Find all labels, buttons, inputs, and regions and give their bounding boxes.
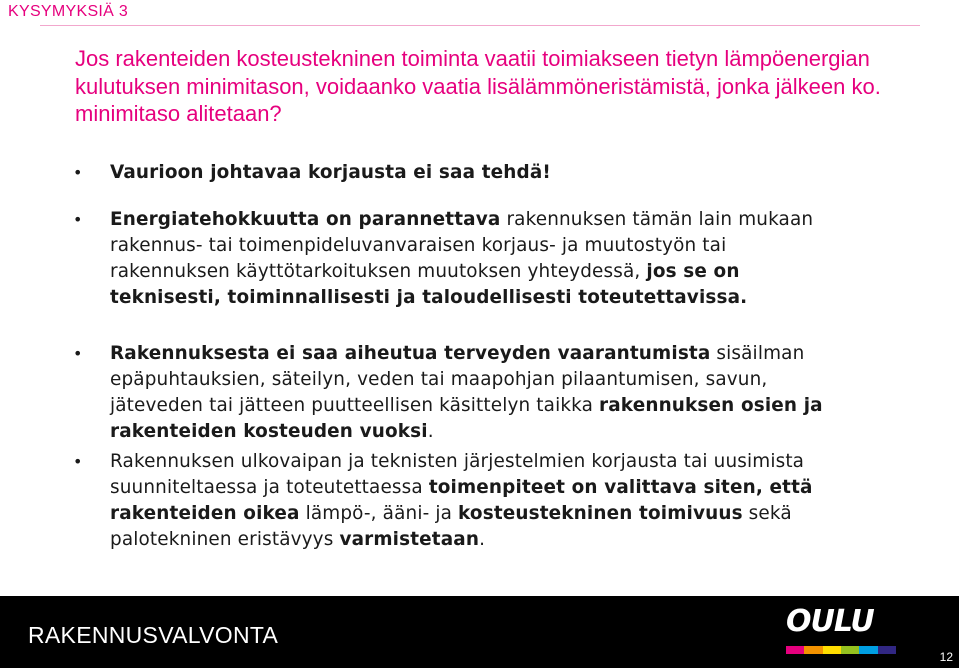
logo-stripe-1 bbox=[786, 646, 804, 654]
bullet-item-1 bbox=[73, 160, 845, 186]
logo-text: OULU bbox=[786, 604, 874, 639]
bullet-3-bold-end: rakennuksen osien ja rakenteiden kosteuden vuoksi bbox=[110, 395, 823, 442]
oulu-logo bbox=[786, 604, 896, 660]
header-divider bbox=[40, 25, 920, 26]
bullet-2-text: rakennuksen tämän lain mukaan rakennus- tai toimenpideluvanvaraisen korjaus- ja muutostyön tai rakennuksen käyttötarkoituksen muutoksen yhteydessä, bbox=[110, 209, 814, 282]
bullet-4-bold-c: varmistetaan bbox=[339, 529, 480, 550]
logo-color-bar bbox=[786, 646, 896, 654]
bullet-3-period: . bbox=[427, 421, 434, 442]
bullet-4-text-c: sekä palotekninen eristävyys bbox=[110, 503, 792, 550]
bullet-4-period: . bbox=[479, 529, 486, 550]
logo-stripe-2 bbox=[804, 646, 822, 654]
bullet-2-bold-end: jos se on teknisesti, toiminnallisesti ja taloudellisesti toteutettavissa. bbox=[110, 261, 748, 308]
footer-title: RAKENNUSVALVONTA bbox=[28, 622, 279, 648]
logo-stripe-4 bbox=[841, 646, 859, 654]
section-label: KYSYMYKSIÄ 3 bbox=[8, 3, 129, 20]
logo-stripe-6 bbox=[878, 646, 896, 654]
bullet-3-text: sisäilman epäpuhtauksien, säteilyn, veden tai maapohjan pilaantumisen, savun, jäteveden tai jätteen puutteellisen käsittelyn taikka bbox=[110, 343, 805, 416]
bullet-1-bold: Vaurioon johtavaa korjausta ei saa tehdä! bbox=[110, 162, 551, 183]
footer-bar bbox=[0, 596, 959, 668]
bullet-2-bold-lead: Energiatehokkuutta on parannettava bbox=[110, 209, 501, 230]
bullet-4-text-a: Rakennuksen ulkovaipan ja teknisten järjestelmien korjausta tai uusimista suunniteltaessa ja toteutettaessa bbox=[110, 451, 805, 498]
page-number: 12 bbox=[939, 650, 953, 664]
bullet-item-2 bbox=[73, 207, 845, 311]
bullet-3-bold-lead: Rakennuksesta ei saa aiheutua terveyden vaarantumista bbox=[110, 343, 711, 364]
bullet-item-3 bbox=[73, 341, 845, 445]
bullet-item-4 bbox=[73, 449, 845, 553]
logo-stripe-3 bbox=[823, 646, 841, 654]
bullet-4-bold-b: kosteustekninen toimivuus bbox=[458, 503, 743, 524]
bullet-dot: • bbox=[73, 344, 83, 363]
bullet-4-bold-a: toimenpiteet on valittava siten, että rakenteiden oikea bbox=[110, 477, 813, 524]
bullet-dot: • bbox=[73, 210, 83, 229]
bullet-4-text-b: lämpö-, ääni- ja bbox=[299, 503, 459, 524]
logo-stripe-5 bbox=[859, 646, 877, 654]
question-heading: Jos rakenteiden kosteustekninen toiminta vaatii toimiakseen tietyn lämpöenergian kulutuksen minimitason, voidaanko vaatia lisälämmöneristämistä, jonka jälkeen ko. minimitaso alitetaan? bbox=[75, 46, 881, 126]
bullet-dot: • bbox=[73, 163, 83, 182]
bullet-dot: • bbox=[73, 452, 83, 471]
